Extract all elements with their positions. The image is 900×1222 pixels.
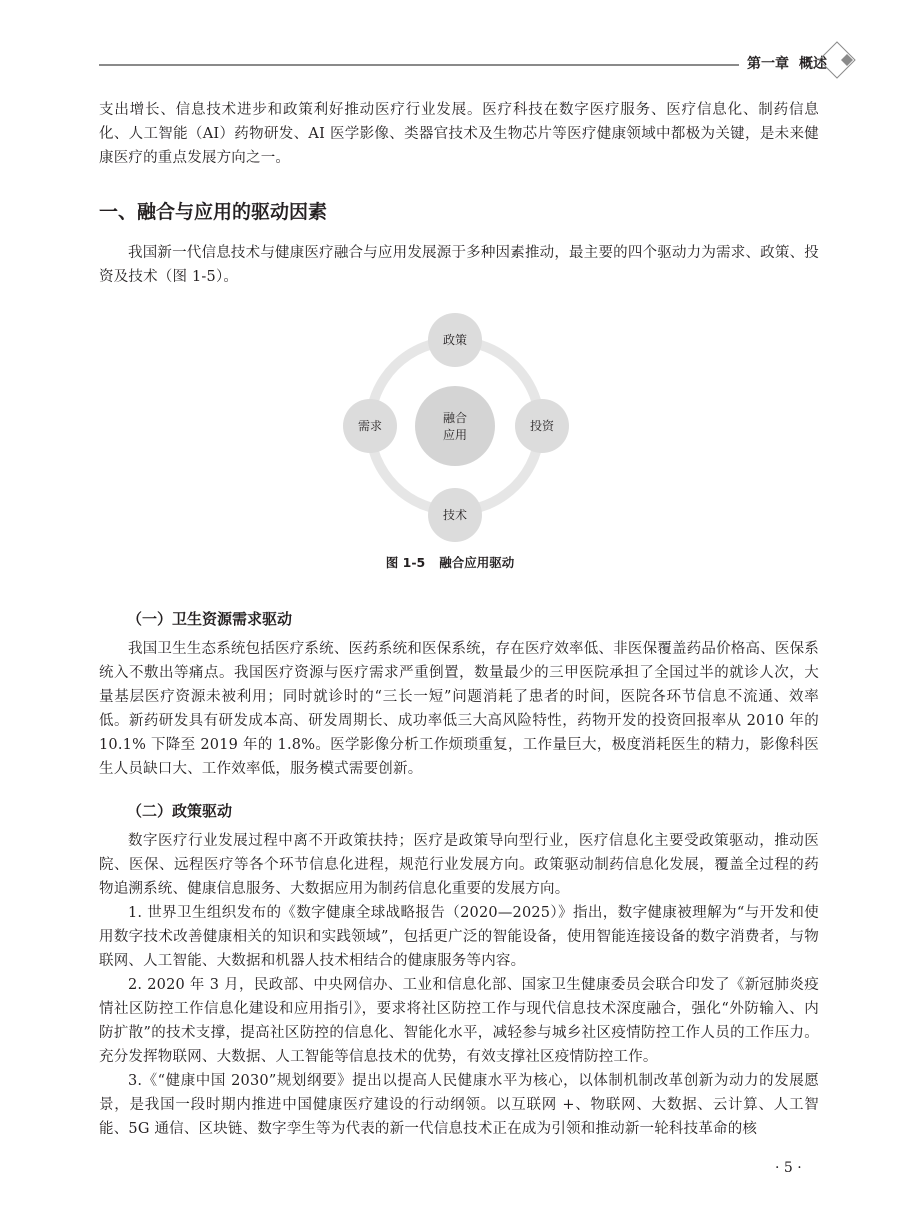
chapter-title: [747, 53, 827, 73]
intro-paragraph: 支出增长、信息技术进步和政策利好推动医疗行业发展。医疗科技在数字医疗服务、医疗信息化、制药信息化、人工智能（AI）药物研发、AI 医学影像、类器官技术及生物芯片等医疗健康领域中都极为关键，是未来健康医疗的重点发展方向之一。: [99, 102, 819, 166]
demand-paragraph: 我国卫生生态系统包括医疗系统、医药系统和医保系统，存在医疗效率低、非医保覆盖药品价格高、医保系统入不敷出等痛点。我国医疗资源与医疗需求严重倒置，数量最少的三甲医院承担了全国过半的就诊人次，大量基层医疗资源未被利用；同时就诊时的“三长一短”问题消耗了患者的时间，医院各环节信息不流通、效率低。新药研发具有研发成本高、研发周期长、成功率低三大高风险特性，药物开发的投资回报率从 2010 年的 10.1% 下降至 2019 年的 1.8%。医学影像分析工作烦琐重复，工作量巨大，极度消耗医生的精力，影像科医生人员缺口大、工作效率低，服务模式需要创新。: [99, 641, 819, 777]
diamond-ornament-icon: [817, 40, 857, 80]
policy-paragraph: 数字医疗行业发展过程中离不开政策扶持；医疗是政策导向型行业，医疗信息化主要受政策驱动，推动医院、医保、远程医疗等各个环节信息化进程，规范行业发展方向。政策驱动制药信息化发展，覆盖全过程的药物追溯系统、健康信息服务、大数据应用为制药信息化重要的发展方向。: [99, 833, 819, 897]
policy-item-2: 2. 2020 年 3 月，民政部、中央网信办、工业和信息化部、国家卫生健康委员会联合印发了《新冠肺炎疫情社区防控工作信息化建设和应用指引》，要求将社区防控工作与现代信息技术深度融合，强化“外防输入、内防扩散”的技术支撑，提高社区防控的信息化、智能化水平，减轻参与城乡社区疫情防控工作人员的工作压力。充分发挥物联网、大数据、人工智能等信息技术的优势，有效支撑社区疫情防控工作。: [99, 977, 819, 1065]
node-demand: [343, 399, 397, 453]
section-paragraph: 我国新一代信息技术与健康医疗融合与应用发展源于多种因素推动，最主要的四个驱动力为需求、政策、投资及技术（图 1-5）。: [99, 245, 819, 285]
subsection-heading-policy: （二）政策驱动: [127, 802, 233, 820]
node-technology: [428, 488, 482, 542]
chapter-name: 概述: [799, 56, 827, 72]
section-heading: 一、融合与应用的驱动因素: [99, 201, 328, 223]
figure-title: 融合应用驱动: [439, 555, 515, 570]
page-number: · 5 ·: [775, 1160, 802, 1176]
node-policy-label: 政策: [442, 333, 468, 347]
center-node: [415, 386, 495, 466]
node-technology-label: 技术: [442, 508, 468, 522]
center-label-line1: 融合: [442, 411, 468, 425]
figure-number: 图 1-5: [385, 555, 426, 570]
center-label-line2: 应用: [442, 428, 468, 442]
figure-caption: [0, 553, 900, 571]
chapter-number: 第一章: [747, 56, 789, 72]
fusion-drivers-diagram: [330, 310, 580, 542]
node-investment-label: 投资: [529, 419, 555, 433]
subsection-heading-demand: （一）卫生资源需求驱动: [127, 610, 293, 628]
running-header: [99, 50, 864, 86]
node-demand-label: 需求: [357, 419, 383, 433]
policy-item-3: 3.《“健康中国 2030”规划纲要》提出以提高人民健康水平为核心，以体制机制改革创新为动力的发展愿景，是我国一段时期内推进中国健康医疗建设的行动纲领。以互联网 +、物联网、大数据、云计算、人工智能、5G 通信、区块链、数字孪生等为代表的新一代信息技术正在成为引领和推动新一轮科技革命的核: [99, 1073, 819, 1137]
node-policy: [428, 313, 482, 367]
policy-item-1: 1. 世界卫生组织发布的《数字健康全球战略报告（2020—2025）》指出，数字健康被理解为“与开发和使用数字技术改善健康相关的知识和实践领域”，包括更广泛的智能设备，使用智能连接设备的数字消费者，与物联网、人工智能、大数据和机器人技术相结合的健康服务等内容。: [99, 905, 819, 969]
node-investment: [515, 399, 569, 453]
header-rule: [99, 64, 739, 66]
